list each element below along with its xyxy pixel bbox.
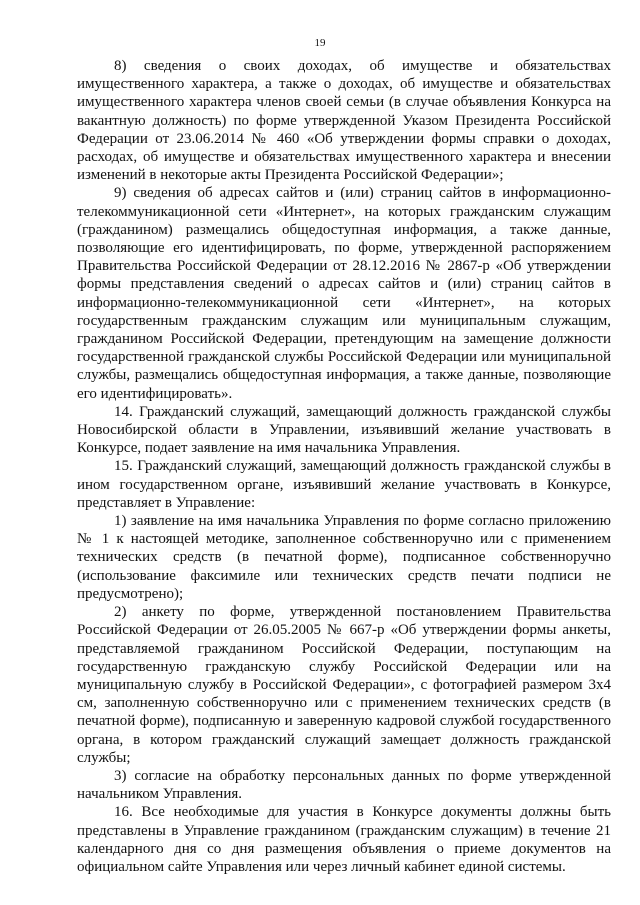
paragraph-clause-15: 15. Гражданский служащий, замещающий должность гражданской службы в ином государственном органе, изъявивший желание участвовать в Конкурсе, представляет в Управление: [77,458,611,511]
page-number: 19 [314,37,326,49]
paragraph-item-9-website-info: 9) сведения об адресах сайтов и (или) страниц сайтов в информационно-телекоммуникационной сети «Интернет», на которых гражданским служащим (гражданином) размещались общедоступная информация, а также данные, позволяющие его идентифицировать, по форме, утвержденной распоряжением Правительства Российской Федерации от 28.12.2016 № 2867-р «Об утверждении формы представления сведений о адресах сайтов и (или) страниц сайтов в информационно-телекоммуникационной сети «Интернет», на которых государственным гражданским служащим или муниципальным служащим, гражданином Российской Федерации, претендующим на замещение должности государственной гражданской службы Российской Федерации или муниципальной службы, размещались общедоступная информация, а также данные, позволяющие его идентифицировать». [77,185,611,402]
document-body [77,57,611,876]
paragraph-clause-16: 16. Все необходимые для участия в Конкурсе документы должны быть представлены в Управление гражданином (гражданским служащим) в течение 21 календарного дня со дня размещения объявления о приеме документов на официальном сайте Управления или через личный кабинет единой системы. [77,804,611,875]
paragraph-item-8-income-info: 8) сведения о своих доходах, об имуществе и обязательствах имущественного характера, а также о доходах, об имуществе и обязательствах имущественного характера членов своей семьи (в случае объявления Конкурса на вакантную должность) по форме утвержденной Указом Президента Российской Федерации от 23.06.2014 № 460 «Об утверждении формы справки о доходах, расходах, об имуществе и обязательствах имущественного характера и внесении изменений в некоторые акты Президента Российской Федерации»; [77,58,611,184]
paragraph-item-3-consent: 3) согласие на обработку персональных данных по форме утвержденной начальником Управления. [77,767,611,803]
paragraph-clause-14: 14. Гражданский служащий, замещающий должность гражданской службы Новосибирской области в Управлении, изъявивший желание участвовать в Конкурсе, подает заявление на имя начальника Управления. [77,403,611,457]
paragraph-item-1-application: 1) заявление на имя начальника Управления по форме согласно приложению № 1 к настоящей методике, заполненное собственноручно или с применением технических средств (в печатной форме), подписанное собственноручно (использование факсимиле или технических средств печати подписи не предусмотрено); [77,513,611,602]
paragraph-item-2-questionnaire: 2) анкету по форме, утвержденной постановлением Правительства Российской Федерации от 26.05.2005 № 667-р «Об утверждении формы анкеты, представляемой гражданином Российской Федерации, поступающим на государственную гражданскую службу Российской Федерации или на муниципальную службу в Российской Федерации», с фотографией размером 3х4 см, заполненную собственноручно или с применением технических средств (в печатной форме), подписанную и заверенную кадровой службой государственного органа, в котором гражданский служащий замещает должность гражданской службы; [77,604,611,766]
